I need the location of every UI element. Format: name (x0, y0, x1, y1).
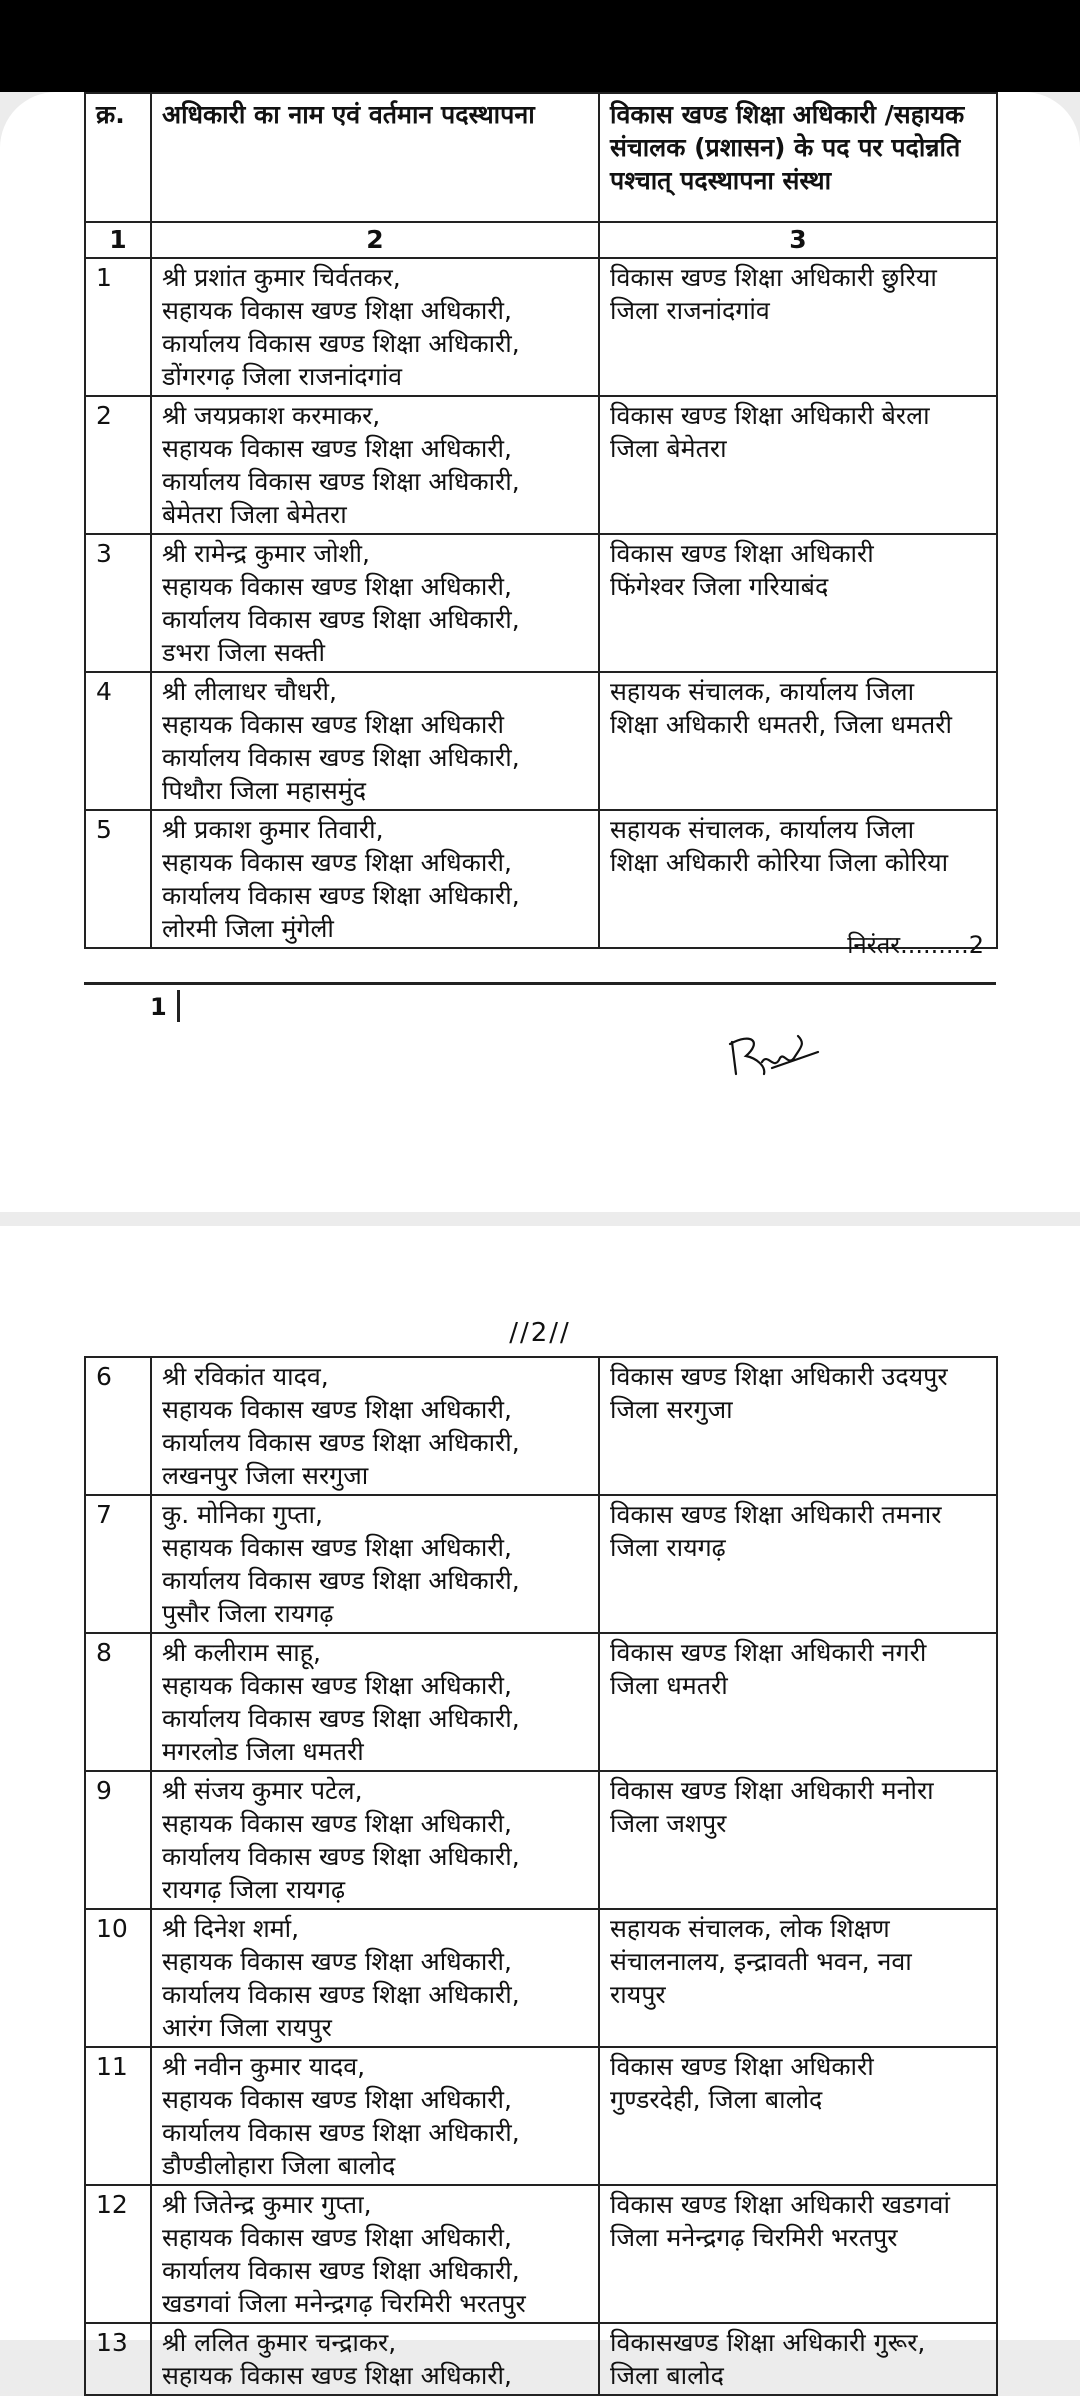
officer-line: कार्यालय विकास खण्ड शिक्षा अधिकारी, (162, 2256, 520, 2285)
officer-line: रायगढ़ जिला रायगढ़ (162, 1875, 346, 1904)
posting-line: जिला धमतरी (610, 1671, 728, 1700)
officer-line: श्री लीलाधर चौधरी, (162, 677, 337, 706)
officer-line: कार्यालय विकास खण्ड शिक्षा अधिकारी, (162, 1980, 520, 2009)
table-row (85, 1495, 997, 1633)
table-body (85, 1357, 997, 2395)
officer-line: सहायक विकास खण्ड शिक्षा अधिकारी, (162, 2223, 512, 2252)
posting-cell (599, 534, 997, 672)
posting-line: रायपुर (610, 1980, 666, 2009)
officer-line: लखनपुर जिला सरगुजा (162, 1461, 369, 1490)
officer-line: डौण्डीलोहारा जिला बालोद (162, 2151, 396, 2180)
column-number-row (85, 222, 997, 258)
header-officer-name: अधिकारी का नाम एवं वर्तमान पदस्थापना (151, 93, 599, 222)
serial-number: 3 (85, 534, 151, 672)
posting-line: विकास खण्ड शिक्षा अधिकारी उदयपुर (610, 1362, 948, 1391)
serial-number: 1 (85, 258, 151, 396)
officer-name-cell (151, 396, 599, 534)
officer-line: डभरा जिला सक्ती (162, 638, 326, 667)
officer-line: श्री प्रशांत कुमार चिर्वतकर, (162, 263, 401, 292)
officer-line: सहायक विकास खण्ड शिक्षा अधिकारी, (162, 848, 512, 877)
document-page-1 (0, 92, 1080, 1212)
officer-line: पुसौर जिला रायगढ़ (162, 1599, 334, 1628)
posting-line: विकास खण्ड शिक्षा अधिकारी तमनार (610, 1500, 942, 1529)
status-bar (0, 0, 1080, 92)
officer-line: खडगवां जिला मनेन्द्रगढ़ चिरमिरी भरतपुर (162, 2289, 526, 2318)
officer-line: सहायक विकास खण्ड शिक्षा अधिकारी, (162, 1809, 512, 1838)
table-row (85, 2323, 997, 2395)
continued-note: निरंतर.........2 (847, 931, 984, 959)
page-number: 1 (150, 990, 180, 1022)
posting-line: विकास खण्ड शिक्षा अधिकारी खडगवां (610, 2190, 950, 2219)
officer-line: कार्यालय विकास खण्ड शिक्षा अधिकारी, (162, 329, 520, 358)
officer-line: सहायक विकास खण्ड शिक्षा अधिकारी, (162, 434, 512, 463)
posting-line: जिला मनेन्द्रगढ़ चिरमिरी भरतपुर (610, 2223, 898, 2252)
officer-line: सहायक विकास खण्ड शिक्षा अधिकारी, (162, 572, 512, 601)
page-marker: //2// (509, 1318, 571, 1348)
serial-number: 13 (85, 2323, 151, 2395)
officer-line: सहायक विकास खण्ड शिक्षा अधिकारी, (162, 2085, 512, 2114)
officer-line: श्री रामेन्द्र कुमार जोशी, (162, 539, 370, 568)
officer-line: कार्यालय विकास खण्ड शिक्षा अधिकारी, (162, 743, 520, 772)
posting-line: फिंगेश्वर जिला गरियाबंद (610, 572, 829, 601)
officer-line: पिथौरा जिला महासमुंद (162, 776, 366, 805)
serial-number: 10 (85, 1909, 151, 2047)
signature (722, 1022, 822, 1092)
column-number: 1 (85, 222, 151, 258)
officer-line: सहायक विकास खण्ड शिक्षा अधिकारी, (162, 2361, 512, 2390)
serial-number: 6 (85, 1357, 151, 1495)
posting-line: विकास खण्ड शिक्षा अधिकारी (610, 539, 874, 568)
posting-line: शिक्षा अधिकारी कोरिया जिला कोरिया (610, 848, 949, 877)
officer-line: कार्यालय विकास खण्ड शिक्षा अधिकारी, (162, 2118, 520, 2147)
column-number: 2 (151, 222, 599, 258)
officer-name-cell (151, 810, 599, 948)
officer-name-cell (151, 258, 599, 396)
posting-line: जिला बेमेतरा (610, 434, 727, 463)
officer-line: श्री जयप्रकाश करमाकर, (162, 401, 381, 430)
officer-name-cell (151, 534, 599, 672)
officer-line: कार्यालय विकास खण्ड शिक्षा अधिकारी, (162, 605, 520, 634)
posting-cell (599, 1633, 997, 1771)
officer-name-cell (151, 2323, 599, 2395)
officer-name-cell (151, 672, 599, 810)
officer-name-cell (151, 1357, 599, 1495)
officer-line: आरंग जिला रायपुर (162, 2013, 332, 2042)
posting-cell (599, 2185, 997, 2323)
officer-line: डोंगरगढ़ जिला राजनांदगांव (162, 362, 402, 391)
officer-line: श्री दिनेश शर्मा, (162, 1914, 300, 1943)
posting-line: संचालनालय, इन्द्रावती भवन, नवा (610, 1947, 912, 1976)
table-row (85, 396, 997, 534)
officer-line: कार्यालय विकास खण्ड शिक्षा अधिकारी, (162, 1842, 520, 1871)
posting-line: विकास खण्ड शिक्षा अधिकारी नगरी (610, 1638, 927, 1667)
posting-line: जिला सरगुजा (610, 1395, 733, 1424)
table-row (85, 672, 997, 810)
officer-line: श्री संजय कुमार पटेल, (162, 1776, 363, 1805)
table-row (85, 2047, 997, 2185)
table-row (85, 1771, 997, 1909)
table-row (85, 1357, 997, 1495)
officer-line: लोरमी जिला मुंगेली (162, 914, 334, 943)
officer-line: मगरलोड जिला धमतरी (162, 1737, 364, 1766)
serial-number: 2 (85, 396, 151, 534)
posting-cell (599, 258, 997, 396)
posting-cell (599, 2323, 997, 2395)
officer-name-cell (151, 1495, 599, 1633)
officer-line: श्री कलीराम साहू, (162, 1638, 321, 1667)
header-serial: क्र. (85, 93, 151, 222)
serial-number: 9 (85, 1771, 151, 1909)
serial-number: 12 (85, 2185, 151, 2323)
officer-line: बेमेतरा जिला बेमेतरा (162, 500, 347, 529)
table-row (85, 2185, 997, 2323)
posting-line: शिक्षा अधिकारी धमतरी, जिला धमतरी (610, 710, 952, 739)
posting-line: जिला जशपुर (610, 1809, 727, 1838)
posting-line: विकास खण्ड शिक्षा अधिकारी (610, 2052, 874, 2081)
posting-cell (599, 396, 997, 534)
officer-line: कु. मोनिका गुप्ता, (162, 1500, 323, 1529)
table-row (85, 1909, 997, 2047)
officer-name-cell (151, 1909, 599, 2047)
officer-line: सहायक विकास खण्ड शिक्षा अधिकारी, (162, 1395, 512, 1424)
posting-line: सहायक संचालक, कार्यालय जिला (610, 815, 915, 844)
table-header-row (85, 93, 997, 222)
posting-cell (599, 2047, 997, 2185)
posting-table-page2 (84, 1356, 998, 2396)
posting-line: विकास खण्ड शिक्षा अधिकारी मनोरा (610, 1776, 934, 1805)
posting-cell (599, 1771, 997, 1909)
serial-number: 7 (85, 1495, 151, 1633)
officer-name-cell (151, 1633, 599, 1771)
officer-line: कार्यालय विकास खण्ड शिक्षा अधिकारी, (162, 1704, 520, 1733)
posting-table-page1 (84, 92, 998, 949)
officer-line: श्री नवीन कुमार यादव, (162, 2052, 366, 2081)
posting-line: सहायक संचालक, कार्यालय जिला (610, 677, 915, 706)
officer-line: कार्यालय विकास खण्ड शिक्षा अधिकारी, (162, 467, 520, 496)
document-page-2 (0, 1226, 1080, 2390)
posting-cell (599, 1357, 997, 1495)
serial-number: 4 (85, 672, 151, 810)
posting-line: जिला बालोद (610, 2361, 724, 2390)
posting-line: सहायक संचालक, लोक शिक्षण (610, 1914, 890, 1943)
officer-line: कार्यालय विकास खण्ड शिक्षा अधिकारी, (162, 881, 520, 910)
serial-number: 8 (85, 1633, 151, 1771)
officer-line: सहायक विकास खण्ड शिक्षा अधिकारी (162, 710, 504, 739)
officer-name-cell (151, 2185, 599, 2323)
header-new-posting: विकास खण्ड शिक्षा अधिकारी /सहायक संचालक (प्रशासन) के पद पर पदोन्नति पश्चात् पदस्थापना संस्था (599, 93, 997, 222)
officer-name-cell (151, 1771, 599, 1909)
officer-line: श्री जितेन्द्र कुमार गुप्ता, (162, 2190, 372, 2219)
officer-line: कार्यालय विकास खण्ड शिक्षा अधिकारी, (162, 1566, 520, 1595)
officer-line: श्री ललित कुमार चन्द्राकर, (162, 2328, 397, 2357)
posting-line: विकास खण्ड शिक्षा अधिकारी छुरिया (610, 263, 937, 292)
officer-line: सहायक विकास खण्ड शिक्षा अधिकारी, (162, 1947, 512, 1976)
posting-cell (599, 1495, 997, 1633)
posting-line: विकासखण्ड शिक्षा अधिकारी गुरूर, (610, 2328, 926, 2357)
posting-line: विकास खण्ड शिक्षा अधिकारी बेरला (610, 401, 930, 430)
serial-number: 5 (85, 810, 151, 948)
posting-line: जिला राजनांदगांव (610, 296, 770, 325)
serial-number: 11 (85, 2047, 151, 2185)
table-body (85, 258, 997, 948)
posting-line: जिला रायगढ़ (610, 1533, 726, 1562)
officer-line: कार्यालय विकास खण्ड शिक्षा अधिकारी, (162, 1428, 520, 1457)
officer-line: श्री प्रकाश कुमार तिवारी, (162, 815, 384, 844)
table-row (85, 1633, 997, 1771)
officer-line: सहायक विकास खण्ड शिक्षा अधिकारी, (162, 1533, 512, 1562)
officer-line: सहायक विकास खण्ड शिक्षा अधिकारी, (162, 296, 512, 325)
table-row (85, 534, 997, 672)
posting-cell (599, 672, 997, 810)
posting-cell (599, 1909, 997, 2047)
footer-rule (84, 982, 996, 985)
table-row (85, 258, 997, 396)
column-number: 3 (599, 222, 997, 258)
posting-line: गुण्डरदेही, जिला बालोद (610, 2085, 823, 2114)
officer-line: सहायक विकास खण्ड शिक्षा अधिकारी, (162, 1671, 512, 1700)
officer-name-cell (151, 2047, 599, 2185)
officer-line: श्री रविकांत यादव, (162, 1362, 329, 1391)
